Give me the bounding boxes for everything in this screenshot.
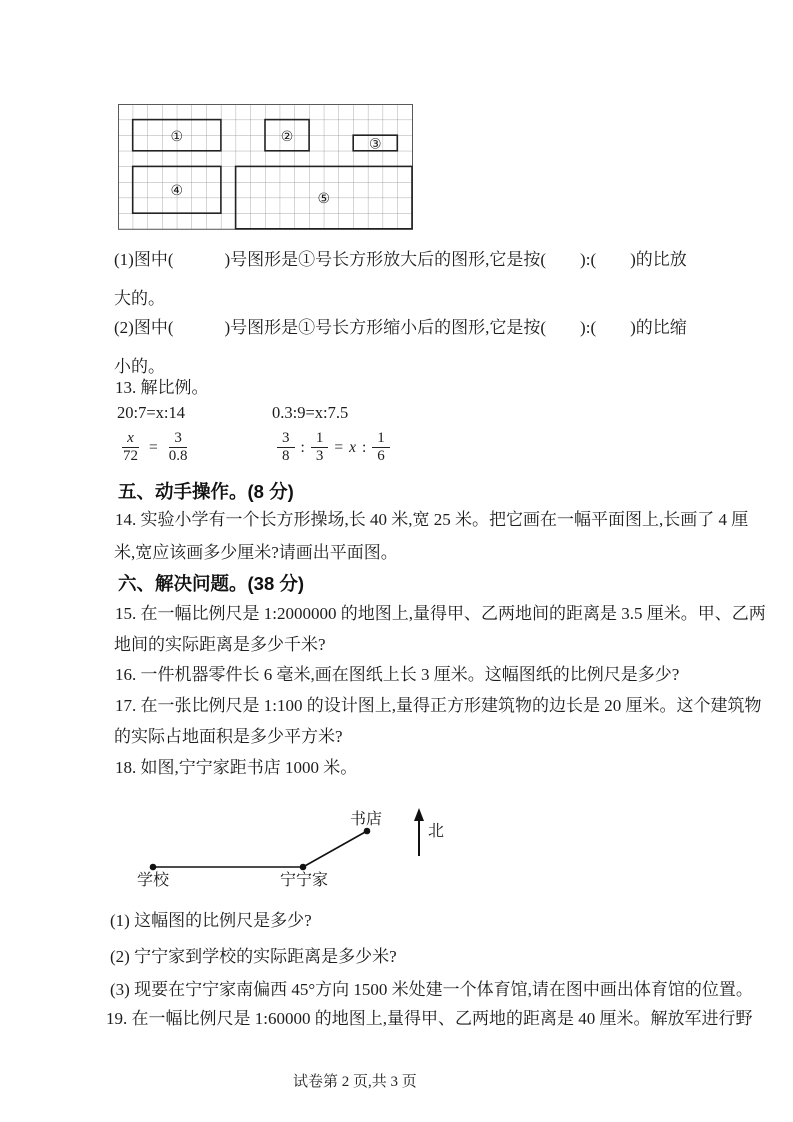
q15-line1: 15. 在一幅比例尺是 1:2000000 的地图上,量得甲、乙两地间的距离是 3.5 厘米。甲、乙两 bbox=[115, 604, 766, 623]
bookstore-point bbox=[364, 828, 371, 835]
bookstore-label: 书店 bbox=[350, 811, 383, 828]
q14-line2: 米,宽应该画多少厘米?请画出平面图。 bbox=[114, 543, 398, 562]
q13-title: 13. 解比例。 bbox=[115, 378, 209, 397]
rectangle-3-label: ③ bbox=[369, 136, 382, 153]
q13-equation-3 bbox=[118, 430, 193, 466]
equals-sign: = bbox=[149, 438, 158, 456]
q12-sub1-line2: 大的。 bbox=[114, 289, 165, 308]
q19-line1: 19. 在一幅比例尺是 1:60000 的地图上,量得甲、乙两地的距离是 40 厘米。解放军进行野 bbox=[106, 1009, 753, 1028]
school-point bbox=[150, 864, 157, 871]
rectangle-4-label: ④ bbox=[170, 183, 184, 199]
rectangle-2-label: ② bbox=[280, 129, 294, 145]
q16-line1: 16. 一件机器零件长 6 毫米,画在图纸上长 3 厘米。这幅图纸的比例尺是多少? bbox=[115, 665, 680, 684]
q14-line1: 14. 实验小学有一个长方形操场,长 40 米,宽 25 米。把它画在一幅平面图上,长画了 4 厘 bbox=[115, 510, 749, 529]
q18-sub2: (2) 宁宁家到学校的实际距离是多少米? bbox=[110, 947, 397, 966]
fraction-3-8: $\frac{3}{8}$ bbox=[277, 430, 295, 466]
colon-sign: : bbox=[300, 438, 305, 456]
q13-equation-4 bbox=[277, 430, 390, 466]
fraction-x-72: $\frac{x}{72}$ bbox=[123, 430, 138, 465]
q15-line2: 地间的实际距离是多少千米? bbox=[114, 635, 326, 654]
rectangle-5-label: ⑤ bbox=[317, 191, 331, 207]
q18-sub3: (3) 现要在宁宁家南偏西 45°方向 1500 米处建一个体育馆,请在图中画出体育馆的位置。 bbox=[110, 980, 753, 999]
q17-line2: 的实际占地面积是多少平方米? bbox=[114, 727, 343, 746]
road-home-bookstore bbox=[303, 831, 367, 867]
q12-sub2-line2: 小的。 bbox=[114, 357, 165, 376]
q13-equation-1: 20:7=x:14 bbox=[117, 403, 185, 422]
page-footer: 试卷第 2 页,共 3 页 bbox=[293, 1074, 417, 1090]
q13-equation-2: 0.3:9=x:7.5 bbox=[272, 403, 349, 422]
q12-sub2-line1: (2)图中( )号图形是①号长方形缩小后的图形,它是按( ):( )的比缩 bbox=[114, 318, 687, 337]
section-5-heading: 五、动手操作。(8 分) bbox=[118, 481, 294, 502]
q17-line1: 17. 在一张比例尺是 1:100 的设计图上,量得正方形建筑物的边长是 20 厘米。这个建筑物 bbox=[115, 696, 762, 715]
equals-sign: = bbox=[334, 438, 344, 456]
north-label: 北 bbox=[428, 823, 445, 840]
north-arrow-head bbox=[414, 808, 424, 821]
fraction-3-08: $\frac{3}{0.8}$ bbox=[168, 430, 188, 465]
section-6-heading: 六、解决问题。(38 分) bbox=[118, 573, 305, 594]
school-label: 学校 bbox=[137, 872, 170, 889]
fraction-1-3: $\frac{1}{3}$ bbox=[311, 430, 329, 466]
fraction-1-6: $\frac{1}{6}$ bbox=[372, 430, 390, 466]
q18-line1: 18. 如图,宁宁家距书店 1000 米。 bbox=[115, 758, 358, 777]
home-label: 宁宁家 bbox=[280, 872, 329, 889]
q12-sub1-line1: (1)图中( )号图形是①号长方形放大后的图形,它是按( ):( )的比放 bbox=[114, 250, 687, 269]
map-figure bbox=[100, 795, 470, 895]
rectangle-1-label: ① bbox=[170, 129, 184, 145]
q18-sub1: (1) 这幅图的比例尺是多少? bbox=[110, 911, 312, 930]
grid-figure bbox=[118, 104, 414, 231]
colon-sign: : bbox=[361, 438, 367, 456]
home-point bbox=[300, 864, 307, 871]
variable-x: x bbox=[349, 438, 356, 456]
